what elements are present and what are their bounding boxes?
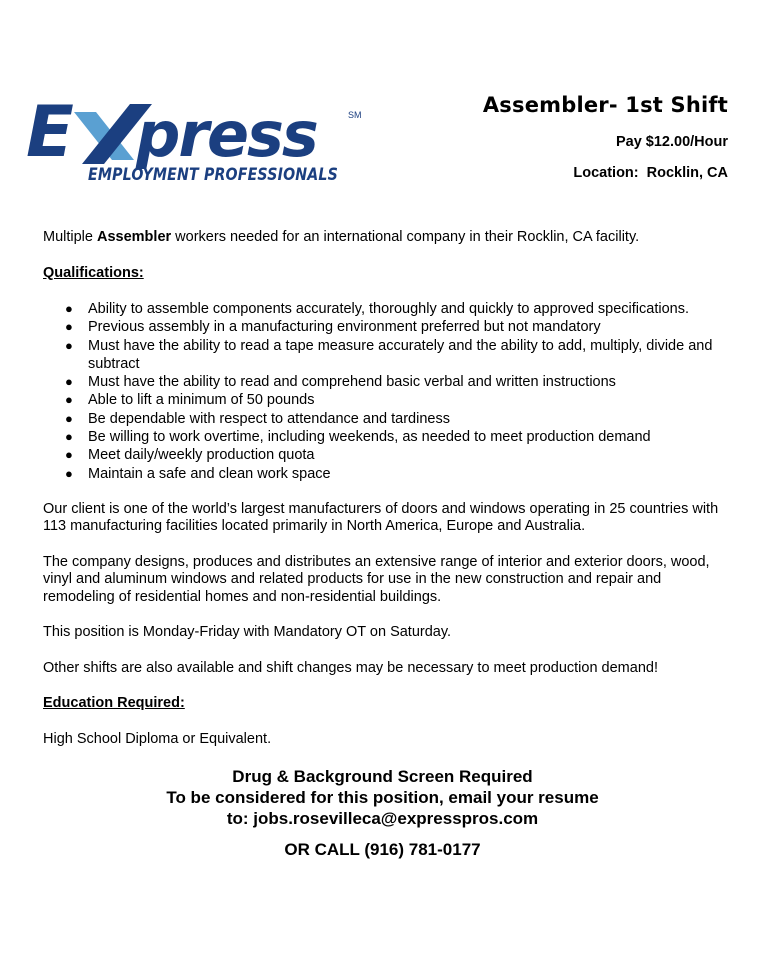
list-item: ● Be willing to work overtime, including weekends, as needed to meet production demand <box>65 429 651 446</box>
company-paragraph: The company designs, produces and distributes an extensive range of interior and exterior doors, wood, vinyl and aluminum windows and related products for use in the new construction and repair and remodeling of residential homes and non-residential buildings. <box>43 553 710 605</box>
location-value: Rocklin, CA <box>646 165 728 181</box>
client-paragraph: Our client is one of the world’s largest manufacturers of doors and windows operating in 25 countries with 113 manufacturing facilities located primarily in North America, Europe and Australia. <box>43 500 719 535</box>
bullet-icon: ● <box>65 392 73 408</box>
list-item: ● Ability to assemble components accurately, thoroughly and quickly to approved specifications. <box>65 301 689 317</box>
list-item: ● Must have the ability to read and comprehend basic verbal and written instructions <box>65 374 616 391</box>
phone-contact[interactable]: OR CALL (916) 781-0177 <box>284 840 481 859</box>
express-logo <box>26 94 366 186</box>
screening-notice: Drug & Background Screen Required <box>232 767 533 786</box>
apply-email[interactable]: to: jobs.rosevilleca@expresspros.com <box>226 809 539 828</box>
bullet-icon: ● <box>65 374 73 390</box>
list-item: ● Maintain a safe and clean work space <box>65 465 331 482</box>
bullet-icon: ● <box>65 447 73 463</box>
intro-paragraph <box>43 229 733 247</box>
shifts-paragraph: Other shifts are also available and shift changes may be necessary to meet production demand! <box>43 659 658 676</box>
bullet-icon: ● <box>65 410 73 426</box>
apply-instructions: To be considered for this position, email your resume <box>166 788 599 807</box>
bullet-icon: ● <box>65 337 73 353</box>
list-item: ● Meet daily/weekly production quota <box>65 447 315 464</box>
list-item: ● Able to lift a minimum of 50 pounds <box>65 392 315 409</box>
job-title: Assembler- 1st Shift <box>482 93 728 117</box>
bullet-icon: ● <box>65 465 73 481</box>
intro-prefix: Multiple <box>43 229 97 245</box>
education-heading: Education Required: <box>43 695 185 712</box>
list-item: ● Be dependable with respect to attendance and tardiness <box>65 410 450 427</box>
logo-letters-press: press <box>136 98 317 171</box>
list-item: ● Must have the ability to read a tape measure accurately and the ability to add, multiply, divide and subtract <box>65 337 713 372</box>
education-text: High School Diploma or Equivalent. <box>43 730 272 747</box>
bullet-icon: ● <box>65 301 73 316</box>
logo-letter-e: E <box>26 94 74 173</box>
logo-tagline: EMPLOYMENT PROFESSIONALS <box>88 165 338 184</box>
call-to-action <box>0 766 770 860</box>
schedule-paragraph: This position is Monday-Friday with Mandatory OT on Saturday. <box>43 624 452 641</box>
intro-suffix: workers needed for an international company in their Rocklin, CA facility. <box>171 229 640 245</box>
job-description <box>43 229 733 748</box>
list-item: ● Previous assembly in a manufacturing environment preferred but not mandatory <box>65 319 601 336</box>
job-header <box>483 92 728 182</box>
qualifications-list <box>43 300 733 483</box>
pay-rate: Pay $12.00/Hour <box>615 134 728 150</box>
job-location <box>483 164 728 182</box>
location-label: Location: <box>573 165 639 181</box>
intro-bold-role: Assembler <box>97 229 172 245</box>
express-logo-graphic <box>26 94 366 186</box>
logo-service-mark: SM <box>348 110 362 120</box>
bullet-icon: ● <box>65 429 73 445</box>
bullet-icon: ● <box>65 319 73 335</box>
qualifications-heading: Qualifications: <box>43 264 144 281</box>
